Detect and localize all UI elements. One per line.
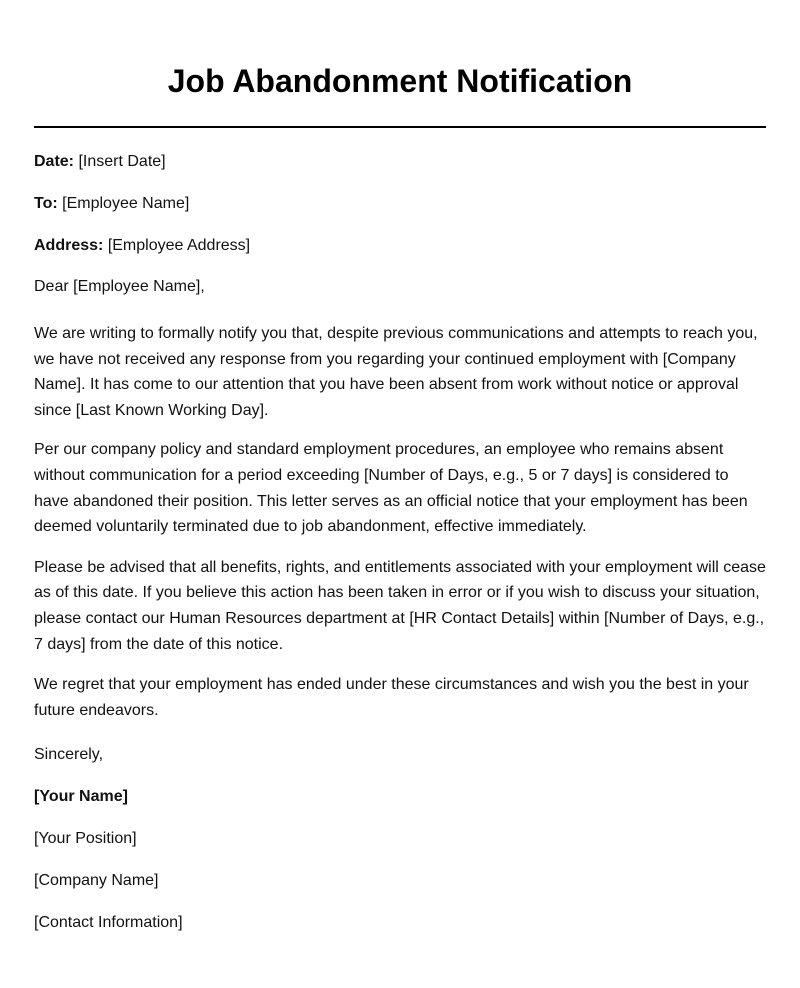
address-field xyxy=(34,236,766,256)
signature-name: [Your Name] xyxy=(34,788,128,806)
signature-position: [Your Position] xyxy=(34,830,137,848)
document-title: Job Abandonment Notification xyxy=(167,63,633,99)
date-field xyxy=(34,152,766,172)
salutation: Dear [Employee Name], xyxy=(34,278,205,295)
body-paragraph-1: We are writing to formally notify you that, despite previous communications and attempts to reach you, we have not received any response from you regarding your continued employment with [Company Name]. It has come to our attention that you have been absent from work without notice or approval since [Last Known Working Day]. xyxy=(34,325,758,419)
date-label: Date: xyxy=(34,153,75,170)
address-label: Address: xyxy=(34,237,104,254)
recipient-field xyxy=(34,194,766,214)
body-paragraph-2: Per our company policy and standard employment procedures, an employee who remains absent without communication for a period exceeding [Number of Days, e.g., 5 or 7 days] is considered to have abandoned their position. This letter serves as an official notice that your employment has been deemed voluntarily terminated due to job abandonment, effective immediately. xyxy=(34,441,748,536)
signature-contact: [Contact Information] xyxy=(34,914,183,932)
recipient-value: [Employee Name] xyxy=(62,195,190,212)
body-paragraph-4: We regret that your employment has ended under these circumstances and wish you the best in your future endeavors. xyxy=(34,676,749,719)
date-value: [Insert Date] xyxy=(78,153,166,170)
closing: Sincerely, xyxy=(34,746,104,764)
signature-company: [Company Name] xyxy=(34,872,159,890)
body-paragraph-3: Please be advised that all benefits, rights, and entitlements associated with your employment will cease as of this date. If you believe this action has been taken in error or if you wish to discuss your situation, please contact our Human Resources department at [HR Contact Details] within [Number of Days, e.g., 7 days] from the date of this notice. xyxy=(34,558,766,653)
recipient-label: To: xyxy=(34,195,58,212)
title-divider xyxy=(34,126,766,128)
address-value: [Employee Address] xyxy=(107,237,251,254)
